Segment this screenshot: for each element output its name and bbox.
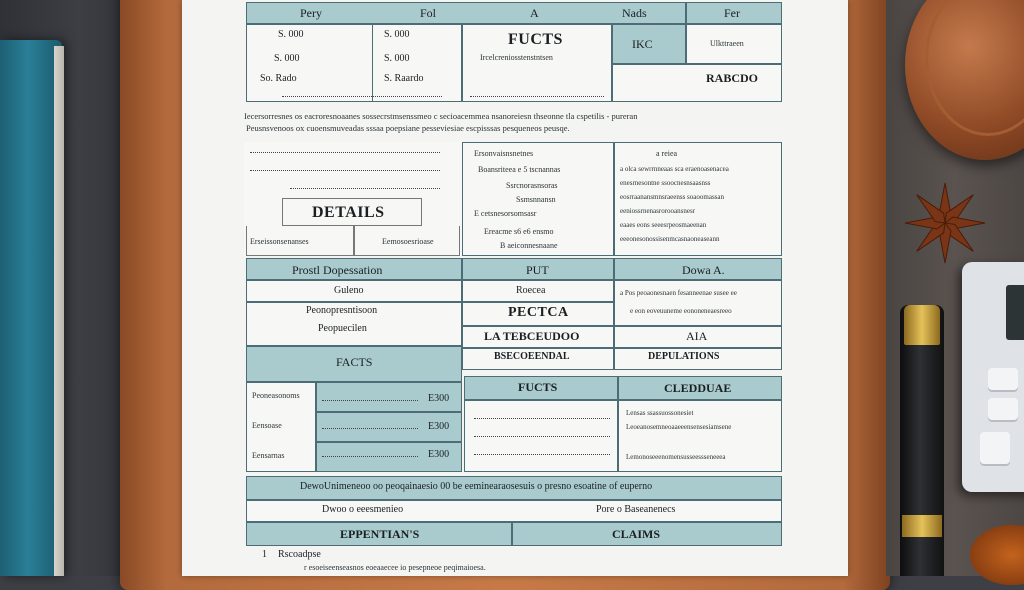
clearance-line-2: Leoeanosemneoaaeeensensesiamsene: [626, 423, 732, 431]
header-pery: Pery: [300, 6, 322, 20]
right-block-note2: e eon eoveuuneme eononeneaesreeo: [630, 307, 732, 315]
pen-gold-cap: [904, 305, 940, 345]
pen-gold-ring: [902, 515, 942, 537]
right-list-2: a olca sewrrnneaas sca eraenoasenacea: [620, 165, 729, 173]
band-mid-label: PUT: [526, 263, 549, 277]
right-list-6: eaaes eons seeesrpeosmaeenan: [620, 221, 707, 229]
facts-line: [470, 96, 604, 97]
table-line: [322, 428, 418, 429]
table-val-2: E300: [428, 421, 450, 432]
mid-list-5: E cetsnesorsomsasr: [474, 209, 537, 218]
right-list-3: enesrnesontne ssoocnesnsaasnss: [620, 179, 711, 187]
mid-block-2: PECTCA: [508, 305, 569, 320]
top-right-small: Ulkttraeen: [710, 39, 744, 48]
mid-block-3: LA TEBCEUDOO: [484, 329, 580, 343]
right-block-note-cell: [614, 280, 782, 326]
table-row-label-3: Eensarnas: [252, 451, 285, 460]
facts-mid-line: [474, 436, 610, 437]
header-a: A: [530, 6, 539, 20]
table-val-3: E300: [428, 449, 450, 460]
right-list-7: eeeonesonossisenmcasnaoneaseann: [620, 235, 720, 243]
table-line: [322, 400, 418, 401]
details-line: [290, 188, 440, 189]
details-line: [250, 152, 440, 153]
teal-book: [0, 40, 62, 576]
bottom-banner-text: DewoUnimeneoo oo peoqainaesio 00 be eeminearaosesuis o presno esoatine of euperno: [300, 481, 653, 492]
autumn-leaf: [970, 525, 1024, 585]
bottom-label-left: EPPENTIAN'S: [340, 527, 420, 541]
calculator-screen: [1006, 285, 1024, 340]
calculator-key: [988, 398, 1018, 422]
facts-mid-label: FUCTS: [518, 380, 558, 394]
mid-list-7: B aeiconnesnaane: [500, 241, 558, 250]
star-anise-icon: [900, 178, 990, 268]
mid-block-1: Roecea: [516, 285, 546, 296]
top-left-3: So. Rado: [260, 73, 297, 84]
footer-sub: r esoeiseenseasnos eoeaaecee io pesepneoe peqimaioesa.: [304, 563, 486, 572]
right-list-5: eeniossrnenasrorooansnesr: [620, 207, 696, 215]
table-line: [322, 456, 418, 457]
mid-block-4: BSECOEENDAL: [494, 351, 570, 362]
clearance-line-1: Lensas ssassuossonesiet: [626, 409, 694, 417]
mid-list-1: Ersonvaisnsnetnes: [474, 149, 534, 158]
top-left-2: S. 000: [274, 53, 300, 64]
band-left-label: Prostl Dopessation: [292, 263, 383, 277]
bottom-row-left: Dwoo o eeesmenieo: [322, 504, 404, 515]
left-block-3: Peopuecilen: [318, 323, 367, 334]
details-left-caption: Erseissonsenanses: [250, 237, 309, 246]
top-mid-2: S. 000: [384, 53, 410, 64]
footer-num: 1: [262, 549, 267, 560]
mid-list-6: Ereacme s6 e6 ensmo: [484, 227, 554, 236]
sign-line: [282, 96, 442, 97]
details-line: [250, 170, 440, 171]
clearance-line-3: Lemonoseeenomensusseessseneeea: [626, 453, 726, 461]
table-row-label-2: Eensoase: [252, 421, 282, 430]
table-row-label-1: Peoneasonoms: [252, 391, 300, 400]
footer-label: Rscoadpse: [278, 549, 321, 560]
bottom-label-right: CLAIMS: [612, 527, 661, 541]
calculator-key: [988, 368, 1018, 392]
right-list-4: eosrraanansmnsraeenss soaoomassan: [620, 193, 724, 201]
right-block-deputations: DEPULATIONS: [648, 351, 720, 362]
header-fer: Fer: [724, 6, 740, 20]
paragraph-line-2: Peusnsvenoos ox cuoensmuveadas sssaa poepsiane pesseviesiae escpisssas pesqueneos peusqe.: [246, 123, 570, 133]
paragraph-line-1: Iecersorresnes os eacroresnoaanes sossecrstmsenssmeo c secioacemmea nsanoreiesn thseonne tla cspetilis - pureran: [244, 111, 638, 121]
clearance-label: CLEDDUAE: [664, 381, 732, 395]
mid-list-2: Boansriteea e 5 tscnannas: [478, 165, 561, 174]
top-right-label: RABCDO: [706, 71, 759, 85]
header-nads: Nads: [622, 6, 647, 20]
table-val-1: E300: [428, 393, 450, 404]
top-mid-3: S. Raardo: [384, 73, 424, 84]
band-right-label: Dowa A.: [682, 263, 725, 277]
facts-left-label: FACTS: [336, 355, 373, 369]
right-block-note: a Pos peoaonesnaen fesanneenae susee ee: [620, 289, 737, 297]
top-facts-sub: Ircelcreniosstenstntsen: [480, 53, 553, 62]
book-page-edge: [54, 46, 64, 576]
left-block-1: Guleno: [334, 285, 364, 296]
top-left-1: S. 000: [278, 29, 304, 40]
mid-list-3: Ssrcnorasnsoras: [506, 181, 558, 190]
header-fol: Fol: [420, 6, 437, 20]
mid-list-4: Ssmsnnansn: [516, 195, 556, 204]
right-block-aia: AIA: [686, 329, 708, 343]
right-list-1: a reiea: [656, 149, 678, 158]
top-facts-title: FUCTS: [508, 31, 563, 48]
details-right-caption: Eemosoesrioase: [382, 237, 434, 246]
calculator-key: [980, 432, 1010, 466]
facts-mid-line: [474, 418, 610, 419]
top-mid-1: S. 000: [384, 29, 410, 40]
bottom-row-right: Pore o Baseanenecs: [596, 504, 676, 515]
details-title: DETAILS: [312, 204, 385, 221]
top-right-ikc: IKC: [632, 37, 653, 51]
facts-mid-line: [474, 454, 610, 455]
left-block-2: Peonopresntisoon: [306, 305, 378, 316]
